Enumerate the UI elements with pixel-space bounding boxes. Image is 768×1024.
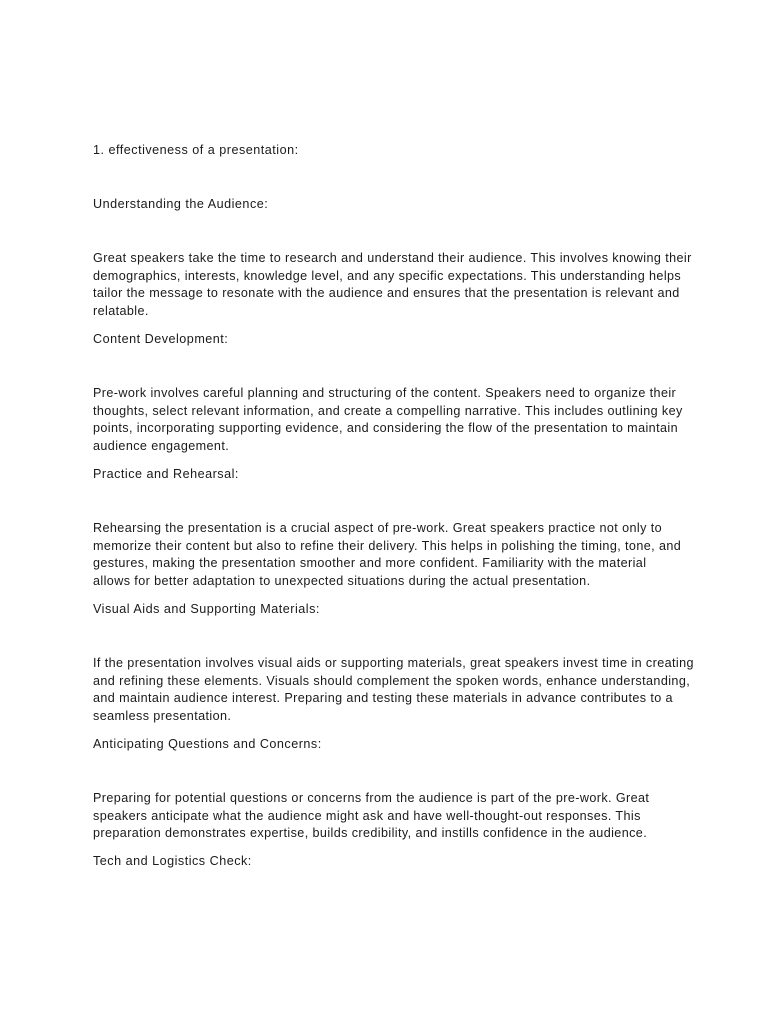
section-heading-questions: Anticipating Questions and Concerns:: [93, 737, 322, 751]
section-body-audience: [93, 250, 692, 320]
paragraph-line: preparation demonstrates expertise, builds credibility, and instills confidence in the audience.: [93, 826, 648, 841]
paragraph-line: seamless presentation.: [93, 708, 232, 723]
paragraph-line: Rehearsing the presentation is a crucial aspect of pre-work. Great speakers practice not only to: [93, 521, 663, 535]
section-heading-visual-aids: Visual Aids and Supporting Materials:: [93, 602, 320, 616]
paragraph-line: tailor the message to resonate with the audience and ensures that the presentation is relevant and: [93, 286, 680, 301]
paragraph-line: and maintain audience interest. Preparing and testing these materials in advance contributes to a: [93, 691, 673, 706]
section-body-visual-aids: [93, 655, 694, 725]
section-heading-audience: Understanding the Audience:: [93, 197, 269, 211]
section-body-practice: [93, 520, 683, 590]
paragraph-line: demographics, interests, knowledge level, and any specific expectations. This understanding helps: [93, 268, 682, 283]
section-heading-practice: Practice and Rehearsal:: [93, 467, 239, 481]
paragraph-line: audience engagement.: [93, 438, 230, 453]
section-body-questions: [93, 790, 683, 843]
paragraph-line: speakers anticipate what the audience might ask and have well-thought-out responses. This: [93, 808, 641, 823]
paragraph-line: points, incorporating supporting evidence, and considering the flow of the presentation to maintain: [93, 421, 678, 436]
paragraph-line: and refining these elements. Visuals should complement the spoken words, enhance understanding,: [93, 673, 691, 688]
paragraph-line: If the presentation involves visual aids or supporting materials, great speakers invest time in creating: [93, 656, 694, 670]
paragraph-line: memorize their content but also to refine their delivery. This helps in polishing the timing, tone, and: [93, 538, 682, 553]
section-body-content: [93, 385, 683, 455]
paragraph-line: relatable.: [93, 303, 149, 318]
paragraph-line: thoughts, select relevant information, and create a compelling narrative. This includes outlining key: [93, 403, 683, 418]
paragraph-line: Great speakers take the time to research and understand their audience. This involves knowing their: [93, 251, 692, 265]
paragraph-line: gestures, making the presentation smoother and more confident. Familiarity with the material: [93, 556, 647, 571]
section-heading-tech: Tech and Logistics Check:: [93, 854, 252, 868]
section-heading-content: Content Development:: [93, 332, 229, 346]
paragraph-line: allows for better adaptation to unexpected situations during the actual presentation.: [93, 573, 591, 588]
paragraph-line: Preparing for potential questions or concerns from the audience is part of the pre-work. Great: [93, 791, 650, 805]
paragraph-line: Pre-work involves careful planning and structuring of the content. Speakers need to organize their: [93, 386, 677, 400]
intro-heading: 1. effectiveness of a presentation:: [93, 143, 299, 157]
